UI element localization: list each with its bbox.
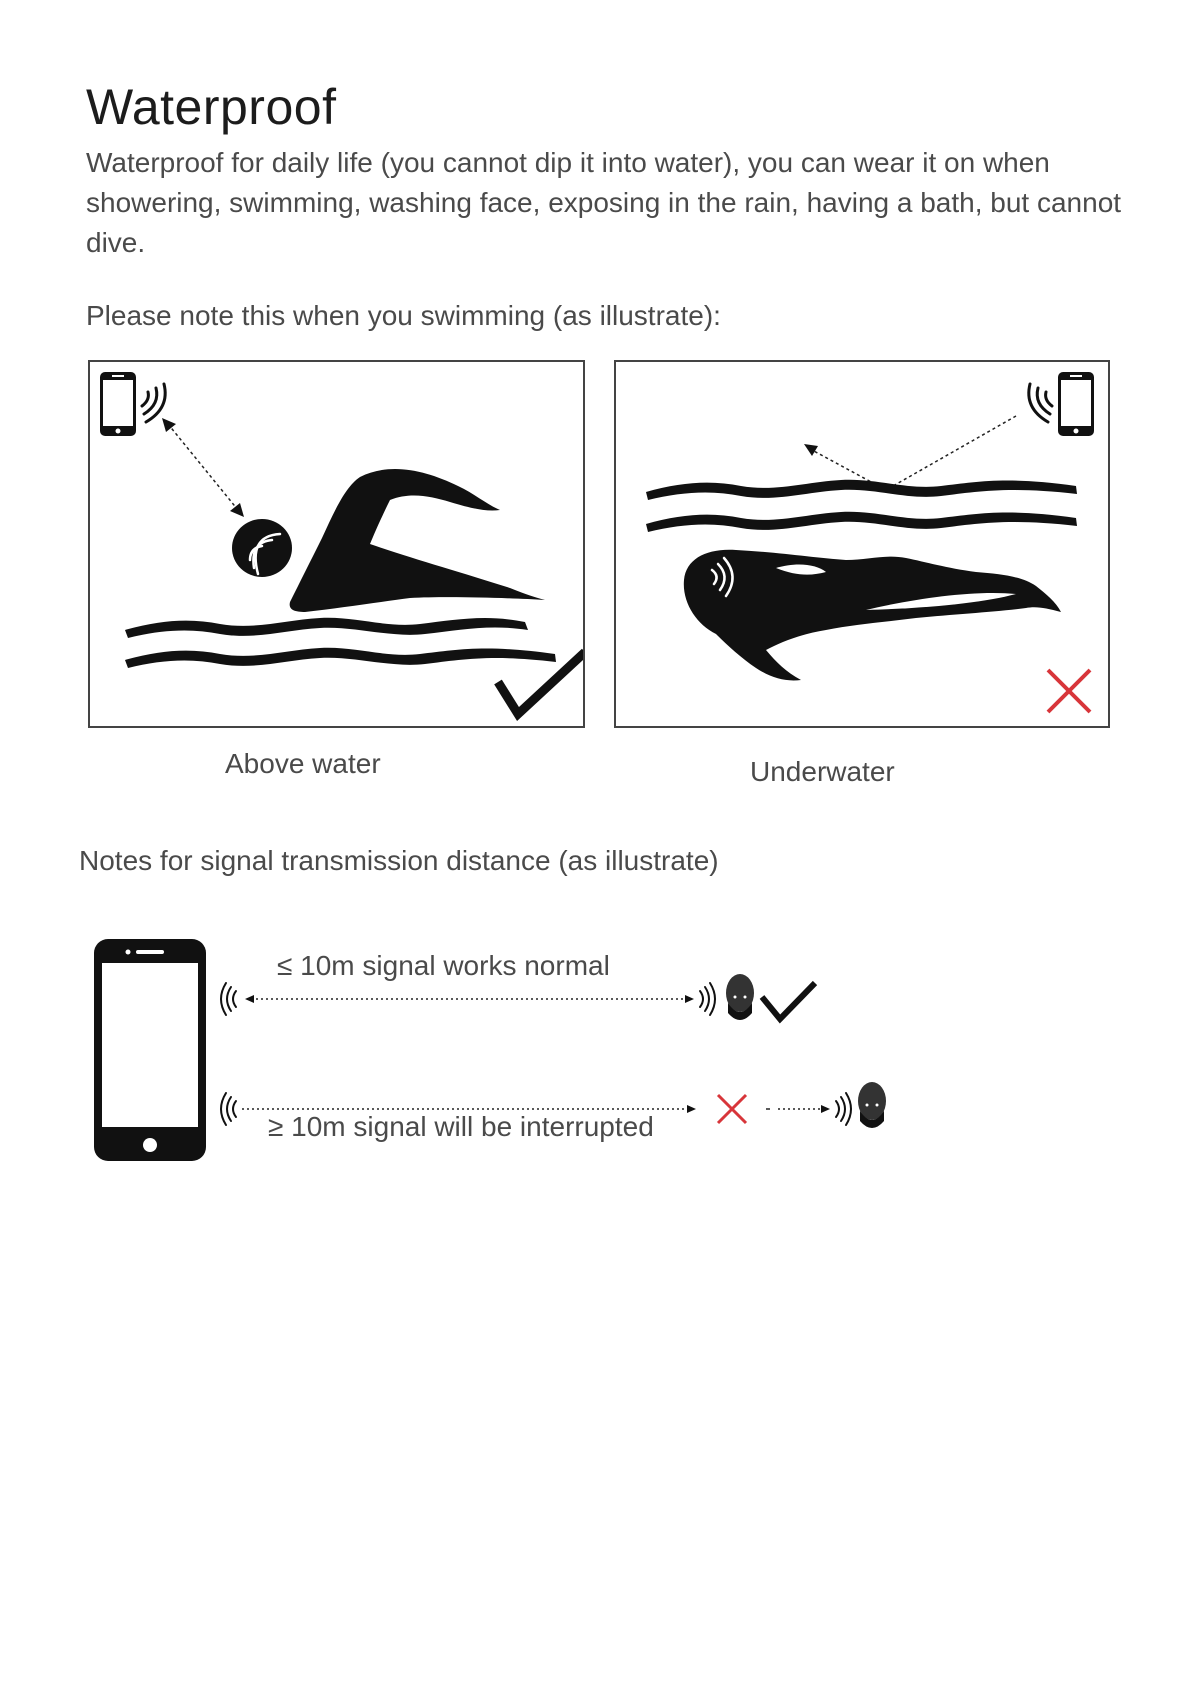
phone-signal-icon <box>221 983 236 1015</box>
phone-icon <box>100 372 136 436</box>
signal-interrupted-label: ≥ 10m signal will be interrupted <box>268 1111 654 1142</box>
above-water-panel <box>88 360 585 728</box>
smartphone-icon <box>94 939 206 1161</box>
earbud-icon <box>232 519 292 577</box>
signal-waves-icon <box>142 384 165 422</box>
page-title: Waterproof <box>86 79 337 135</box>
earbud-signal-icon <box>700 983 715 1015</box>
underwater-panel <box>614 360 1110 728</box>
phone-icon <box>1058 372 1094 436</box>
reflected-signal-arrow <box>812 416 1016 490</box>
caption-above-water: Above water <box>225 748 381 779</box>
earbud-icon <box>858 1082 886 1128</box>
diver-silhouette <box>684 550 1061 681</box>
swimmer-silhouette <box>290 469 545 612</box>
check-mark-icon <box>762 983 815 1019</box>
signal-waves-icon <box>1029 384 1052 422</box>
phone-signal-icon <box>221 1093 236 1125</box>
signal-normal-label: ≤ 10m signal works normal <box>277 950 610 981</box>
swimming-note: Please note this when you swimming (as illustrate): <box>86 300 721 331</box>
earbud-signal-icon <box>836 1093 851 1125</box>
water-waves <box>646 480 1077 532</box>
earbud-icon <box>726 974 754 1020</box>
intro-paragraph: Waterproof for daily life (you cannot dip it into water), you can wear it on when showering, swimming, washing face, exposing in the rain, having a bath, but cannot dive. <box>86 147 1122 258</box>
caption-underwater: Underwater <box>750 756 895 787</box>
check-mark-icon <box>498 652 583 714</box>
dotted-arrow <box>162 418 244 517</box>
red-cross-icon <box>1048 670 1090 712</box>
signal-distance-diagram <box>90 935 910 1175</box>
water-waves <box>125 618 556 668</box>
red-cross-icon <box>718 1095 746 1123</box>
distance-note: Notes for signal transmission distance (as illustrate) <box>79 845 719 876</box>
